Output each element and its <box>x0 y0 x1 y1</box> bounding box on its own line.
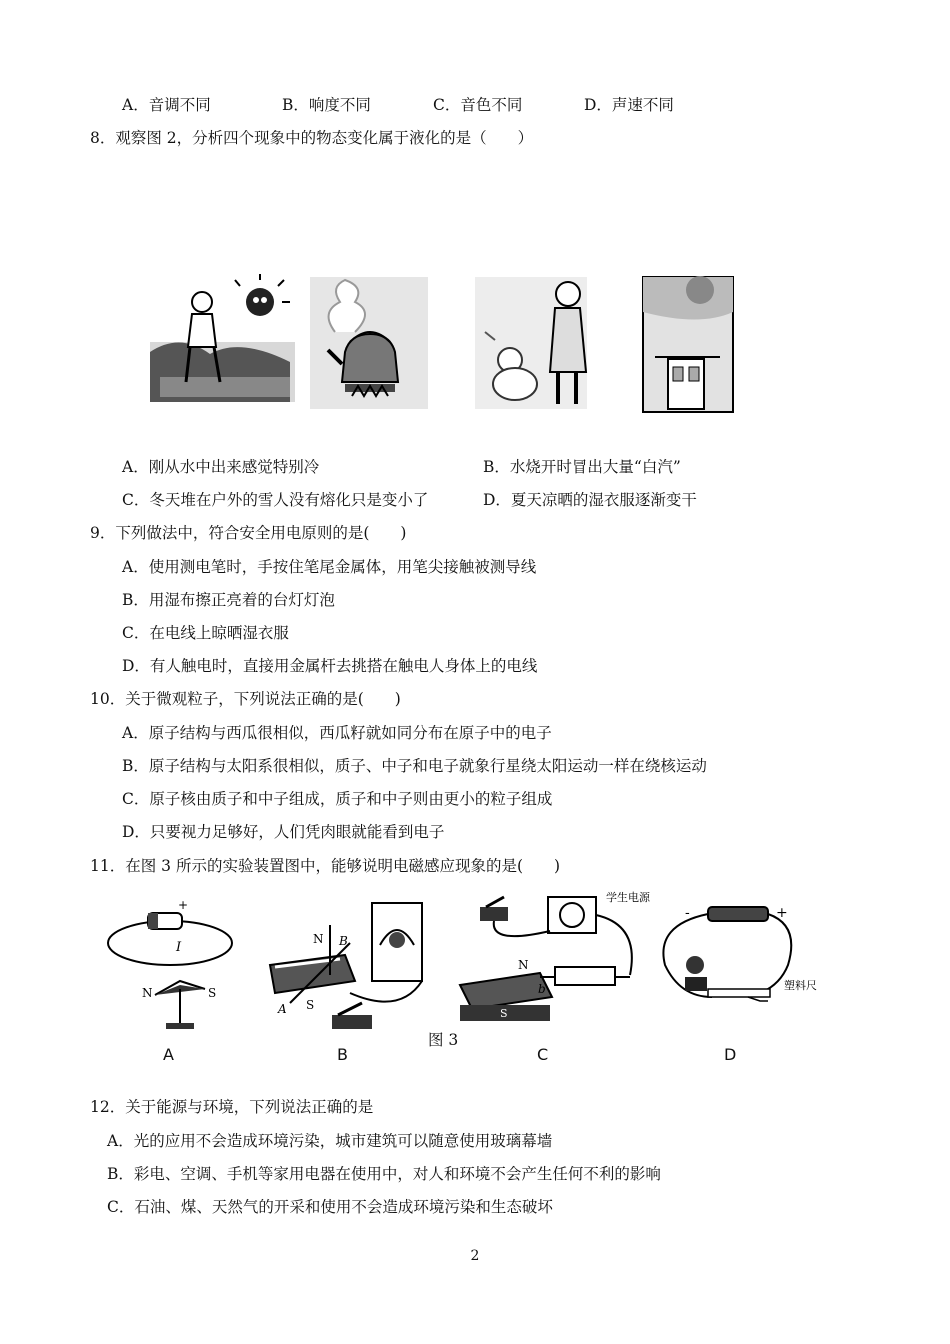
fig3-label-c: C <box>537 1045 549 1064</box>
svg-text:学生电源: 学生电源 <box>606 891 650 904</box>
q10-option-c: C．原子核由质子和中子组成，质子和中子则由更小的粒子组成 <box>122 790 553 808</box>
q10-option-b: B．原子结构与太阳系很相似，质子、中子和电子就象行星绕太阳运动一样在绕核运动 <box>122 757 707 775</box>
q8-stem: 8．观察图 2，分析四个现象中的物态变化属于液化的是（ ） <box>90 129 534 147</box>
svg-text:+: + <box>776 905 788 921</box>
q9-option-a: A．使用测电笔时，手按住笔尾金属体，用笔尖接触被测导线 <box>122 558 537 576</box>
fig3-label-d: D <box>724 1045 737 1064</box>
svg-text:+: + <box>178 898 189 912</box>
q7-option-d: D．声速不同 <box>584 96 674 114</box>
svg-text:N: N <box>313 932 324 946</box>
svg-text:S: S <box>208 986 217 1000</box>
svg-text:I: I <box>176 940 182 955</box>
fig3-setup-a <box>108 898 232 1029</box>
fig3-label-a: A <box>163 1045 174 1064</box>
fig2-clothes-panel <box>643 276 733 412</box>
figure-3-experiments <box>100 885 830 1045</box>
figure-2-illustrations <box>140 272 750 417</box>
fig2-snowman-panel <box>475 277 587 409</box>
svg-text:B: B <box>339 934 348 948</box>
svg-text:N: N <box>518 958 529 972</box>
q8-option-b: B．水烧开时冒出大量“白汽” <box>483 458 681 476</box>
page-number: 2 <box>470 1248 480 1264</box>
figure-3-caption: 图 3 <box>428 1031 459 1049</box>
q8-option-c: C．冬天堆在户外的雪人没有熔化只是变小了 <box>122 491 429 509</box>
q10-option-d: D．只要视力足够好，人们凭肉眼就能看到电子 <box>122 823 445 841</box>
svg-text:A: A <box>278 1002 287 1016</box>
q9-option-c: C．在电线上晾晒湿衣服 <box>122 624 289 642</box>
fig3-setup-c <box>460 890 651 1021</box>
q9-option-b: B．用湿布擦正亮着的台灯灯泡 <box>122 591 335 609</box>
q9-stem: 9．下列做法中，符合安全用电原则的是( ) <box>90 524 407 542</box>
q7-option-b: B．响度不同 <box>282 96 371 114</box>
fig3-label-b: B <box>337 1045 348 1064</box>
q10-stem: 10．关于微观粒子，下列说法正确的是( ) <box>90 690 401 708</box>
svg-text:S: S <box>306 998 315 1012</box>
svg-text:b: b <box>538 982 546 996</box>
q12-stem: 12．关于能源与环境，下列说法正确的是 <box>90 1098 374 1116</box>
svg-text:-: - <box>685 905 690 921</box>
q9-option-d: D．有人触电时，直接用金属杆去挑搭在触电人身体上的电线 <box>122 657 538 675</box>
q8-option-d: D．夏天凉晒的湿衣服逐渐变干 <box>483 491 697 509</box>
fig2-swimmer-panel <box>150 274 295 402</box>
q10-option-a: A．原子结构与西瓜很相似，西瓜籽就如同分布在原子中的电子 <box>122 724 552 742</box>
q7-option-a: A．音调不同 <box>122 96 211 114</box>
q12-option-b: B．彩电、空调、手机等家用电器在使用中，对人和环境不会产生任何不利的影响 <box>107 1165 661 1183</box>
q11-stem: 11．在图 3 所示的实验装置图中，能够说明电磁感应现象的是( ) <box>90 857 561 875</box>
svg-text:N: N <box>142 986 153 1000</box>
fig3-setup-d <box>663 905 817 1001</box>
q12-option-c: C．石油、煤、天然气的开采和使用不会造成环境污染和生态破坏 <box>107 1198 553 1216</box>
q8-option-a: A．刚从水中出来感觉特别冷 <box>122 458 320 476</box>
fig3-setup-b <box>270 903 422 1029</box>
svg-text:S: S <box>500 1007 508 1020</box>
q12-option-a: A．光的应用不会造成环境污染，城市建筑可以随意使用玻璃幕墙 <box>107 1132 553 1150</box>
q7-option-c: C．音色不同 <box>433 96 523 114</box>
fig2-kettle-panel <box>310 277 428 409</box>
svg-text:塑料尺: 塑料尺 <box>784 979 817 992</box>
